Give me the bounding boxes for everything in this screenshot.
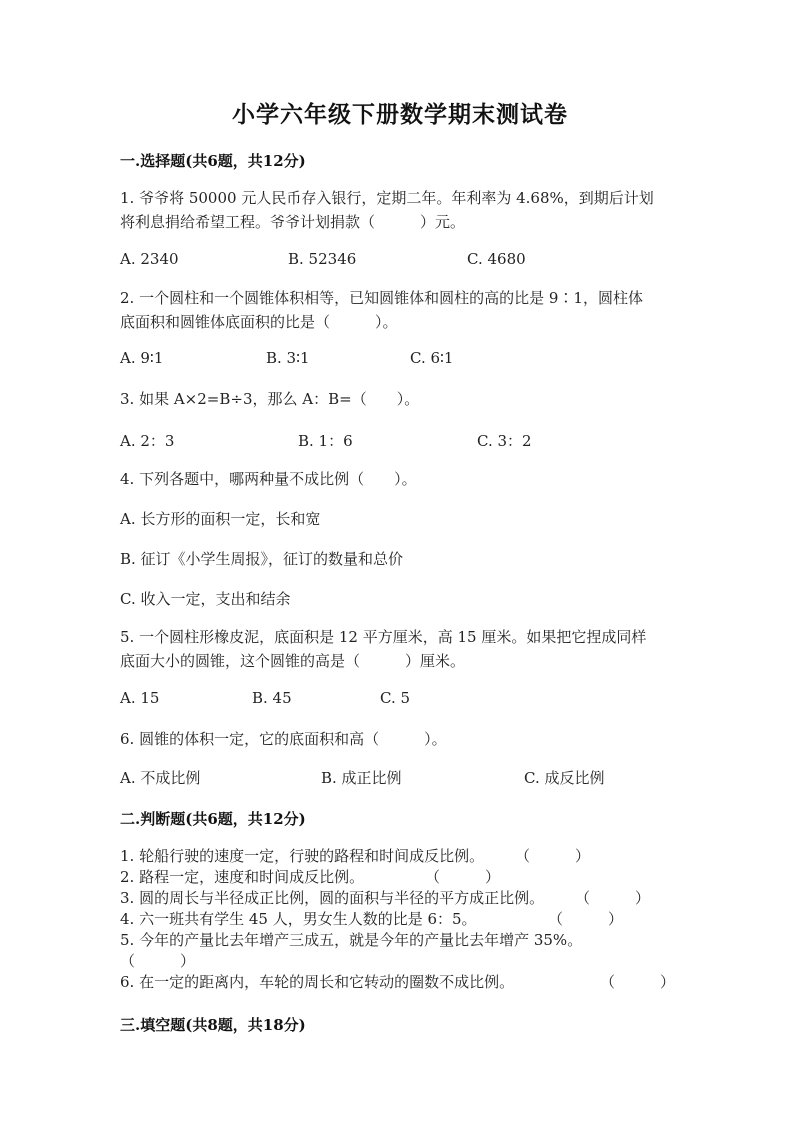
option-b: B. 3∶1 — [266, 349, 310, 367]
question-line: 6. 圆锥的体积一定，它的底面积和高（ ）。 — [120, 730, 447, 748]
question-line: 4. 下列各题中，哪两种量不成比例（ ）。 — [120, 470, 417, 488]
question-6 — [120, 727, 680, 751]
judge-statement: 2. 路程一定，速度和时间成反比例。 — [120, 868, 365, 886]
question-line: 2. 一个圆柱和一个圆锥体积相等，已知圆锥体和圆柱的高的比是 9∶1，圆柱体 — [120, 289, 643, 307]
question-4-option-a: A. 长方形的面积一定，长和宽 — [120, 510, 321, 528]
option-c: C. 4680 — [467, 250, 526, 268]
answer-blank: （ ） — [600, 973, 676, 991]
option-a: A. 9∶1 — [120, 349, 164, 367]
option-b: B. 52346 — [288, 250, 357, 268]
option-b: B. 1：6 — [298, 432, 353, 450]
question-1-options — [120, 250, 680, 272]
question-line: 底面大小的圆锥，这个圆锥的高是（ ）厘米。 — [120, 652, 466, 670]
answer-blank: （ ） — [120, 952, 196, 970]
question-3 — [120, 387, 680, 411]
answer-blank: （ ） — [425, 868, 501, 886]
answer-blank: （ ） — [548, 910, 624, 928]
question-line: 5. 一个圆柱形橡皮泥，底面积是 12 平方厘米，高 15 厘米。如果把它捏成同样 — [120, 628, 647, 646]
section-heading-fill: 三.填空题(共8题，共18分) — [120, 1016, 306, 1034]
question-2 — [120, 286, 680, 334]
question-3-options — [120, 430, 680, 452]
option-a: A. 不成比例 — [120, 769, 201, 787]
question-5-options — [120, 689, 680, 711]
question-line: 1. 爷爷将 50000 元人民币存入银行，定期二年。年利率为 4.68%，到期后计划 — [120, 189, 654, 207]
option-c: C. 成反比例 — [524, 769, 605, 787]
question-1 — [120, 186, 680, 234]
judge-item — [120, 909, 680, 930]
question-4-option-b: B. 征订《小学生周报》，征订的数量和总价 — [120, 550, 404, 568]
question-6-options — [120, 767, 680, 789]
option-c: C. 6∶1 — [410, 349, 454, 367]
judge-statement: 3. 圆的周长与半径成正比例，圆的面积与半径的平方成正比例。 — [120, 889, 545, 907]
section-heading-choice: 一.选择题(共6题，共12分) — [120, 152, 306, 170]
judge-statement: 5. 今年的产量比去年增产三成五，就是今年的产量比去年增产 35%。 — [120, 931, 583, 949]
question-line: 将利息捐给希望工程。爷爷计划捐款（ ）元。 — [120, 213, 466, 231]
question-4-option-c: C. 收入一定，支出和结余 — [120, 590, 291, 608]
judge-statement: 4. 六一班共有学生 45 人，男女生人数的比是 6：5。 — [120, 910, 477, 928]
judge-item — [120, 888, 680, 909]
option-c: C. 3：2 — [477, 432, 532, 450]
question-4 — [120, 467, 680, 491]
judge-item — [120, 867, 680, 888]
question-line: 3. 如果 A×2=B÷3，那么 A：B=（ ）。 — [120, 390, 420, 408]
question-5 — [120, 625, 680, 673]
page-title: 小学六年级下册数学期末测试卷 — [232, 101, 568, 128]
judge-list — [120, 846, 680, 993]
option-b: B. 45 — [252, 689, 292, 707]
section-heading-judge: 二.判断题(共6题，共12分) — [120, 810, 306, 828]
answer-blank: （ ） — [515, 847, 591, 865]
option-a: A. 2340 — [120, 250, 179, 268]
question-2-options — [120, 349, 680, 371]
judge-item-continuation — [120, 951, 680, 972]
option-c: C. 5 — [380, 689, 411, 707]
question-line: 底面积和圆锥体底面积的比是（ ）。 — [120, 313, 398, 331]
judge-item — [120, 846, 680, 867]
judge-item — [120, 972, 680, 993]
answer-blank: （ ） — [575, 889, 651, 907]
judge-item — [120, 930, 680, 951]
option-b: B. 成正比例 — [321, 769, 402, 787]
option-a: A. 2：3 — [120, 432, 175, 450]
judge-statement: 1. 轮船行驶的速度一定，行驶的路程和时间成反比例。 — [120, 847, 485, 865]
judge-statement: 6. 在一定的距离内，车轮的周长和它转动的圈数不成比例。 — [120, 973, 515, 991]
option-a: A. 15 — [120, 689, 160, 707]
